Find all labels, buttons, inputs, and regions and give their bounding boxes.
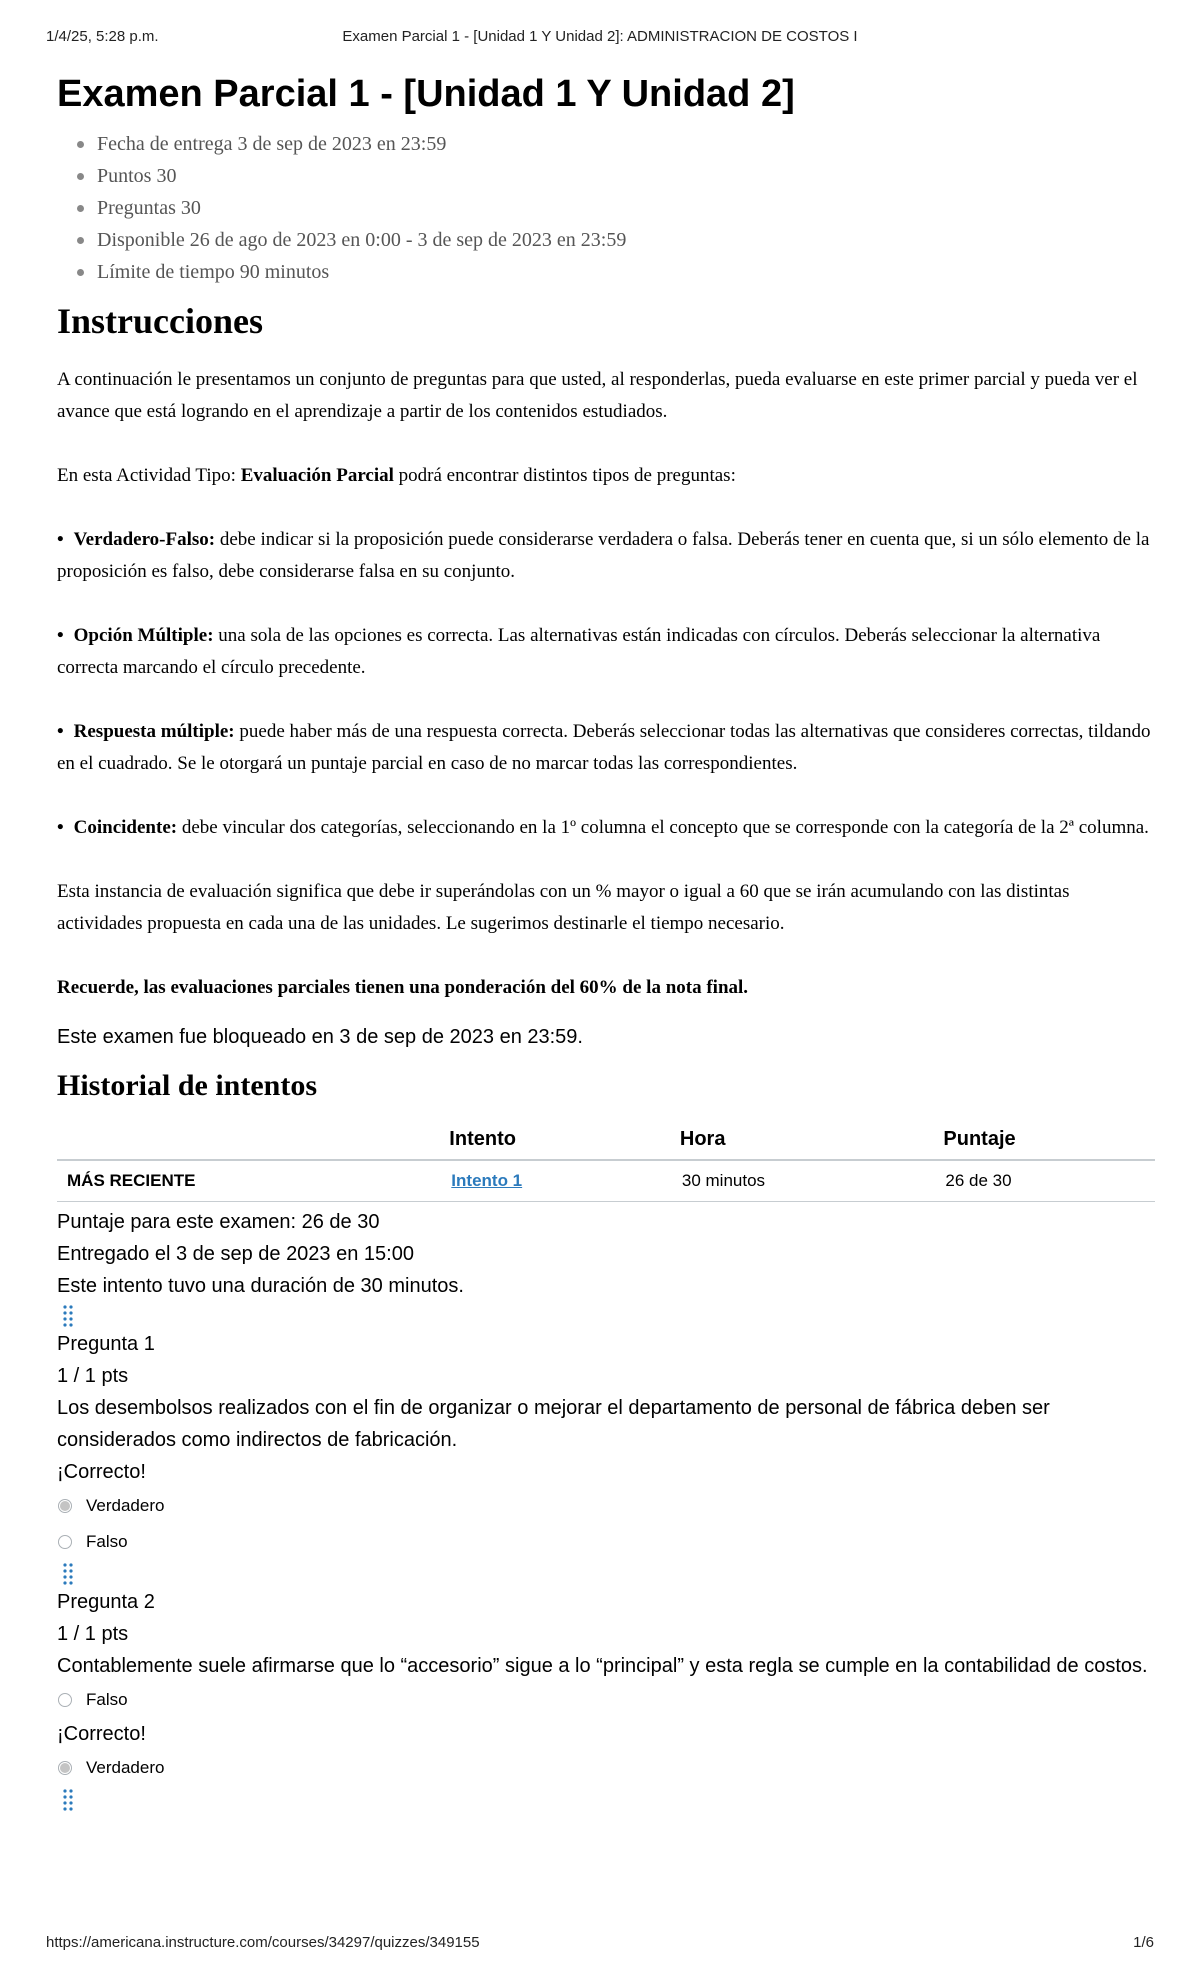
- type-desc: debe indicar si la proposición puede considerarse verdadera o falsa. Deberás tener en cuenta que, si un sólo elemento de la proposición es falso, debe considerarse falsa en su conjunto.: [57, 529, 1150, 582]
- question-1: [57, 1304, 1155, 1560]
- print-datetime: 1/4/25, 5:28 p.m.: [46, 28, 159, 45]
- answer-option[interactable]: [57, 1488, 1155, 1524]
- quiz-content: [57, 70, 1155, 1812]
- summary-score: Puntaje para este examen: 26 de 30: [57, 1211, 380, 1233]
- instructions-evaluation: Esta instancia de evaluación significa que debe ir superándolas con un % mayor o igual a 60 que se irán acumulando con las distintas actividades propuesta en cada una de las unidades. Le sugerimos destinarle el tiempo necesario.: [57, 881, 1070, 934]
- history-heading: Historial de intentos: [57, 1069, 317, 1102]
- type-desc: una sola de las opciones es correcta. Las alternativas están indicadas con círculos. Deberás seleccionar la alternativa correcta marcando el círculo precedente.: [57, 625, 1101, 678]
- detail-points: Puntos 30: [97, 160, 1155, 192]
- question-points: 1 / 1 pts: [57, 1623, 129, 1645]
- question-name: Pregunta 1: [57, 1333, 155, 1355]
- bullet: •: [57, 529, 64, 550]
- type-desc: debe vincular dos categorías, seleccionando en la 1º columna el concepto que se corresponde con la categoría de la 2ª columna.: [177, 817, 1149, 838]
- instructions-intro: A continuación le presentamos un conjunto de preguntas para que usted, al responderlas, pueda evaluarse en este primer parcial y pueda ver el avance que está logrando en el aprendizaje a partir de los contenidos estudiados.: [57, 369, 1138, 422]
- row-label: MÁS RECIENTE: [57, 1160, 441, 1202]
- column-header-blank: [57, 1120, 441, 1160]
- answer-label: Falso: [86, 1532, 128, 1551]
- correct-label: ¡Correcto!: [57, 1723, 146, 1745]
- attempt-cell: [441, 1160, 672, 1202]
- drag-handle-icon[interactable]: [61, 1788, 75, 1812]
- table-row: [57, 1160, 1155, 1202]
- activity-type: Evaluación Parcial: [240, 465, 394, 486]
- print-url: https://americana.instructure.com/courses/34297/quizzes/349155: [46, 1934, 480, 1951]
- attempt-history-table: [57, 1120, 1155, 1202]
- radio-icon[interactable]: [58, 1499, 72, 1513]
- bullet: •: [57, 721, 64, 742]
- question-name: Pregunta 2: [57, 1591, 155, 1613]
- instructions-heading: Instrucciones: [57, 301, 263, 341]
- radio-icon[interactable]: [58, 1535, 72, 1549]
- column-header-intento: Intento: [441, 1120, 672, 1160]
- drag-handle-icon[interactable]: [61, 1304, 75, 1328]
- detail-time-limit: Límite de tiempo 90 minutos: [97, 256, 1155, 288]
- column-header-hora: Hora: [672, 1120, 936, 1160]
- radio-icon[interactable]: [58, 1761, 72, 1775]
- question-type-respuesta-multiple: [57, 716, 1155, 780]
- type-term: Respuesta múltiple:: [73, 721, 235, 742]
- type-term: Opción Múltiple:: [73, 625, 214, 646]
- column-header-puntaje: Puntaje: [935, 1120, 1155, 1160]
- question-type-verdadero-falso: [57, 524, 1155, 588]
- question-text: Contablemente suele afirmarse que lo “accesorio” sigue a lo “principal” y esta regla se cumple en la contabilidad de costos.: [57, 1655, 1148, 1677]
- instructions-body: [57, 364, 1155, 1004]
- summary-submitted: Entregado el 3 de sep de 2023 en 15:00: [57, 1243, 414, 1265]
- question-type-opcion-multiple: [57, 620, 1155, 684]
- print-footer: [46, 1934, 1154, 1954]
- answer-option[interactable]: [57, 1750, 1155, 1786]
- print-header: [46, 28, 1154, 48]
- type-term: Verdadero-Falso:: [73, 529, 216, 550]
- activity-prefix: En esta Actividad Tipo:: [57, 465, 241, 486]
- question-text: Los desembolsos realizados con el fin de organizar o mejorar el departamento de personal de fábrica deben ser considerados como indirectos de fabricación.: [57, 1397, 1050, 1451]
- quiz-title: Examen Parcial 1 - [Unidad 1 Y Unidad 2]: [57, 73, 795, 115]
- radio-icon[interactable]: [58, 1693, 72, 1707]
- instructions-activity: [57, 460, 1155, 492]
- question-2: [57, 1562, 1155, 1812]
- print-doc-title: Examen Parcial 1 - [Unidad 1 Y Unidad 2]: ADMINISTRACION DE COSTOS I: [342, 28, 858, 45]
- type-term: Coincidente:: [73, 817, 178, 838]
- detail-available: Disponible 26 de ago de 2023 en 0:00 - 3 de sep de 2023 en 23:59: [97, 224, 1155, 256]
- answer-option[interactable]: [57, 1524, 1155, 1560]
- quiz-details: [57, 128, 1155, 288]
- table-header-row: [57, 1120, 1155, 1160]
- drag-handle-icon[interactable]: [61, 1562, 75, 1586]
- print-page-number: 1/6: [1133, 1934, 1154, 1951]
- reminder-text: Recuerde, las evaluaciones parciales tienen una ponderación del 60% de la nota final.: [57, 977, 749, 998]
- summary-duration: Este intento tuvo una duración de 30 minutos.: [57, 1275, 464, 1297]
- instructions-reminder: [57, 972, 1155, 1004]
- answer-label: Verdadero: [86, 1758, 165, 1777]
- locked-notice: Este examen fue bloqueado en 3 de sep de 2023 en 23:59.: [57, 1026, 583, 1048]
- question-points: 1 / 1 pts: [57, 1365, 129, 1387]
- question-type-coincidente: [57, 812, 1155, 844]
- type-desc: puede haber más de una respuesta correcta. Deberás seleccionar todas las alternativas que consideres correctas, tildando en el cuadrado. Se le otorgará un puntaje parcial en caso de no marcar todas las correspondientes.: [57, 721, 1151, 774]
- time-cell: 30 minutos: [672, 1160, 936, 1202]
- attempt-summary: [57, 1206, 1155, 1302]
- score-cell: 26 de 30: [935, 1160, 1155, 1202]
- bullet: •: [57, 625, 64, 646]
- detail-due-date: Fecha de entrega 3 de sep de 2023 en 23:59: [97, 128, 1155, 160]
- activity-suffix: podrá encontrar distintos tipos de preguntas:: [393, 465, 736, 486]
- bullet: •: [57, 817, 64, 838]
- correct-label: ¡Correcto!: [57, 1461, 146, 1483]
- answer-label: Verdadero: [86, 1496, 165, 1515]
- attempt-link[interactable]: Intento 1: [451, 1171, 523, 1190]
- answer-label: Falso: [86, 1690, 128, 1709]
- answer-option[interactable]: [57, 1682, 1155, 1718]
- detail-questions: Preguntas 30: [97, 192, 1155, 224]
